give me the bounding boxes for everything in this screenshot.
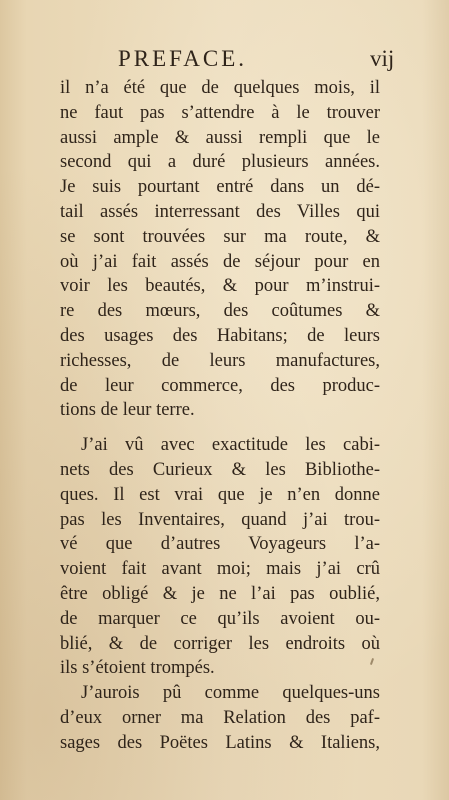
text-line: ils s’étoient trompés. [60, 658, 215, 679]
text-line: des usages des Habitans; de leurs [60, 325, 380, 346]
paragraph-spacer [60, 423, 380, 433]
text-line: tions de leur terre. [60, 400, 195, 421]
text-line: blié, & de corriger les endroits où [60, 633, 380, 654]
page-header [0, 44, 449, 74]
text-line: aussi ample & aussi rempli que le [60, 127, 380, 148]
text-line: de leur commerce, des produc- [60, 375, 380, 396]
page-number: vij [370, 46, 395, 71]
text-line: Je suis pourtant entré dans un dé- [60, 177, 380, 198]
text-line: où j’ai fait assés de séjour pour en [60, 251, 380, 272]
text-line: il n’a été que de quelques mois, il [60, 78, 380, 98]
text-line: re des mœurs, des coûtumes & [60, 301, 380, 322]
text-line: ques. Il est vrai que je n’en donne [60, 484, 380, 505]
text-line: tail assés interressant des Villes qui [60, 201, 380, 222]
text-line: être obligé & je ne l’ai pas oublié, [60, 583, 380, 604]
text-line: de marquer ce qu’ils avoient ou- [60, 608, 380, 629]
paragraph-2 [60, 433, 380, 681]
text-line: nets des Curieux & les Bibliothe- [60, 459, 380, 480]
paragraph-1 [60, 76, 380, 423]
text-line: vé que d’autres Voyageurs l’a- [60, 534, 380, 555]
text-line: J’aurois pû comme quelques-uns [81, 683, 380, 704]
text-line: se sont trouvées sur ma route, & [60, 226, 380, 247]
text-line: ne faut pas s’attendre à le trouver [60, 102, 380, 123]
text-line: d’eux orner ma Relation des paf- [60, 707, 380, 728]
text-line: second qui a duré plusieurs années. [60, 152, 380, 173]
text-line: voir les beautés, & pour m’instrui- [60, 276, 380, 297]
text-line: pas les Inventaires, quand j’ai trou- [60, 509, 380, 530]
text-line: voient fait avant moi; mais j’ai crû [60, 559, 380, 580]
running-title: PREFACE. [118, 46, 248, 71]
text-line: richesses, de leurs manufactures, [60, 350, 380, 371]
body-text [60, 76, 380, 756]
text-line: sages des Poëtes Latins & Italiens, [60, 732, 380, 753]
text-line: J’ai vû avec exactitude les cabi- [81, 435, 380, 456]
paragraph-3 [60, 681, 380, 755]
